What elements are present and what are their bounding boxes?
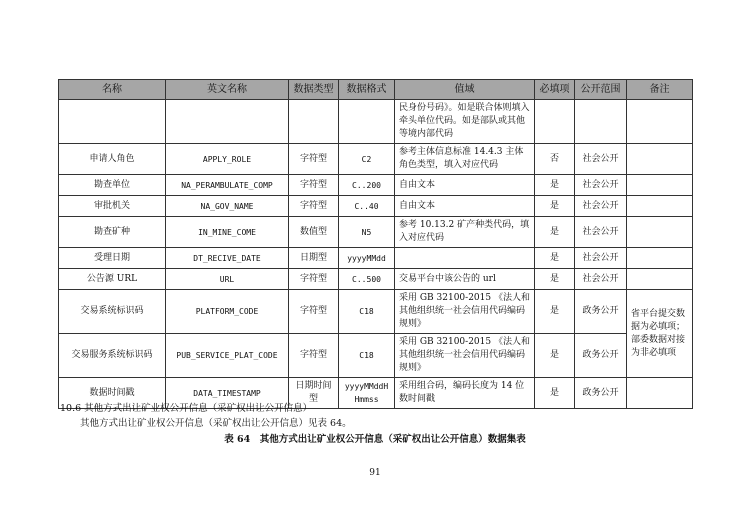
table-row [59, 175, 693, 196]
cell-english-name: PLATFORM_CODE [166, 290, 289, 334]
cell-data-type: 日期时间型 [289, 378, 339, 409]
cell-data-type: 字符型 [289, 175, 339, 196]
cell-value-domain: 参考主体信息标准 14.4.3 主体角色类型，填入对应代码 [395, 144, 535, 175]
cell-required: 是 [535, 217, 575, 248]
cell-value-domain: 参考 10.13.2 矿产种类代码，填入对应代码 [395, 217, 535, 248]
cell-english-name: NA_GOV_NAME [166, 196, 289, 217]
col-header-public-scope: 公开范围 [575, 80, 627, 100]
cell-required: 是 [535, 378, 575, 409]
cell-data-format: C..500 [339, 269, 395, 290]
cell-public-scope: 社会公开 [575, 144, 627, 175]
cell-remarks [627, 175, 693, 196]
cell-value-domain: 交易平台中该公告的 url [395, 269, 535, 290]
cell-data-format [339, 100, 395, 144]
cell-required: 是 [535, 269, 575, 290]
cell-value-domain: 民身份号码》。如是联合体则填入牵头单位代码。如是部队或其他等境内部代码 [395, 100, 535, 144]
cell-remarks [627, 196, 693, 217]
table-row [59, 144, 693, 175]
cell-public-scope: 社会公开 [575, 248, 627, 269]
cell-english-name: PUB_SERVICE_PLAT_CODE [166, 334, 289, 378]
cell-remarks [627, 144, 693, 175]
cell-name: 勘查单位 [59, 175, 166, 196]
cell-name: 交易系统标识码 [59, 290, 166, 334]
cell-name: 公告源 URL [59, 269, 166, 290]
cell-data-type [289, 100, 339, 144]
cell-name: 受理日期 [59, 248, 166, 269]
cell-public-scope [575, 100, 627, 144]
cell-required: 否 [535, 144, 575, 175]
section-body: 其他方式出让矿业权公开信息（采矿权出让公开信息）见表 64。 [80, 418, 352, 429]
cell-value-domain: 采用 GB 32100-2015 《法人和其他组织统一社会信用代码编码规则》 [395, 290, 535, 334]
cell-english-name: DT_RECIVE_DATE [166, 248, 289, 269]
col-header-english-name: 英文名称 [166, 80, 289, 100]
cell-value-domain: 自由文本 [395, 196, 535, 217]
table-row [59, 196, 693, 217]
cell-remarks [627, 100, 693, 144]
cell-data-format: yyyyMMddHHmmss [339, 378, 395, 409]
table-row [59, 269, 693, 290]
cell-public-scope: 社会公开 [575, 196, 627, 217]
table-row [59, 334, 693, 378]
cell-required: 是 [535, 334, 575, 378]
cell-remarks [627, 217, 693, 248]
cell-required [535, 100, 575, 144]
col-header-remarks: 备注 [627, 80, 693, 100]
cell-required: 是 [535, 175, 575, 196]
cell-data-format: N5 [339, 217, 395, 248]
cell-public-scope: 政务公开 [575, 334, 627, 378]
cell-data-type: 字符型 [289, 290, 339, 334]
cell-english-name [166, 100, 289, 144]
col-header-name: 名称 [59, 80, 166, 100]
cell-data-format: C..200 [339, 175, 395, 196]
cell-english-name: DATA_TIMESTAMP [166, 378, 289, 409]
cell-data-format: C..40 [339, 196, 395, 217]
table-row [59, 290, 693, 334]
cell-name: 审批机关 [59, 196, 166, 217]
cell-data-type: 字符型 [289, 269, 339, 290]
cell-data-type: 字符型 [289, 196, 339, 217]
cell-remarks [627, 248, 693, 269]
cell-public-scope: 社会公开 [575, 269, 627, 290]
col-header-data-type: 数据类型 [289, 80, 339, 100]
cell-value-domain: 采用 GB 32100-2015 《法人和其他组织统一社会信用代码编码规则》 [395, 334, 535, 378]
cell-data-format: yyyyMMdd [339, 248, 395, 269]
cell-name: 申请人角色 [59, 144, 166, 175]
page-number: 91 [369, 468, 381, 478]
col-header-required: 必填项 [535, 80, 575, 100]
table-caption: 表 64 其他方式出让矿业权公开信息（采矿权出让公开信息）数据集表 [224, 434, 526, 445]
cell-public-scope: 社会公开 [575, 217, 627, 248]
cell-required: 是 [535, 196, 575, 217]
section-heading: 10.6 其他方式出让矿业权公开信息（采矿权出让公开信息） [60, 403, 313, 414]
cell-data-type: 字符型 [289, 334, 339, 378]
cell-public-scope: 政务公开 [575, 290, 627, 334]
cell-data-type: 字符型 [289, 144, 339, 175]
col-header-data-format: 数据格式 [339, 80, 395, 100]
table-row [59, 100, 693, 144]
cell-data-format: C18 [339, 290, 395, 334]
cell-data-type: 数值型 [289, 217, 339, 248]
cell-remarks [627, 269, 693, 290]
table-row [59, 217, 693, 248]
cell-public-scope: 社会公开 [575, 175, 627, 196]
cell-public-scope: 政务公开 [575, 378, 627, 409]
cell-english-name: NA_PERAMBULATE_COMP [166, 175, 289, 196]
cell-name: 数据时间戳 [59, 378, 166, 409]
cell-name: 交易服务系统标识码 [59, 334, 166, 378]
cell-remarks-merged: 省平台提交数据为必填项；部委数据对接为非必填项 [627, 290, 693, 378]
cell-data-format: C2 [339, 144, 395, 175]
cell-english-name: IN_MINE_COME [166, 217, 289, 248]
cell-name [59, 100, 166, 144]
table-row [59, 248, 693, 269]
table-header-row [59, 80, 693, 100]
cell-value-domain: 自由文本 [395, 175, 535, 196]
cell-required: 是 [535, 290, 575, 334]
cell-value-domain [395, 248, 535, 269]
cell-name: 勘查矿种 [59, 217, 166, 248]
cell-data-type: 日期型 [289, 248, 339, 269]
cell-english-name: APPLY_ROLE [166, 144, 289, 175]
cell-value-domain: 采用组合码，编码长度为 14 位数时间戳 [395, 378, 535, 409]
cell-required: 是 [535, 248, 575, 269]
cell-english-name: URL [166, 269, 289, 290]
cell-data-format: C18 [339, 334, 395, 378]
col-header-value-domain: 值域 [395, 80, 535, 100]
cell-remarks [627, 378, 693, 409]
data-table [58, 79, 693, 409]
